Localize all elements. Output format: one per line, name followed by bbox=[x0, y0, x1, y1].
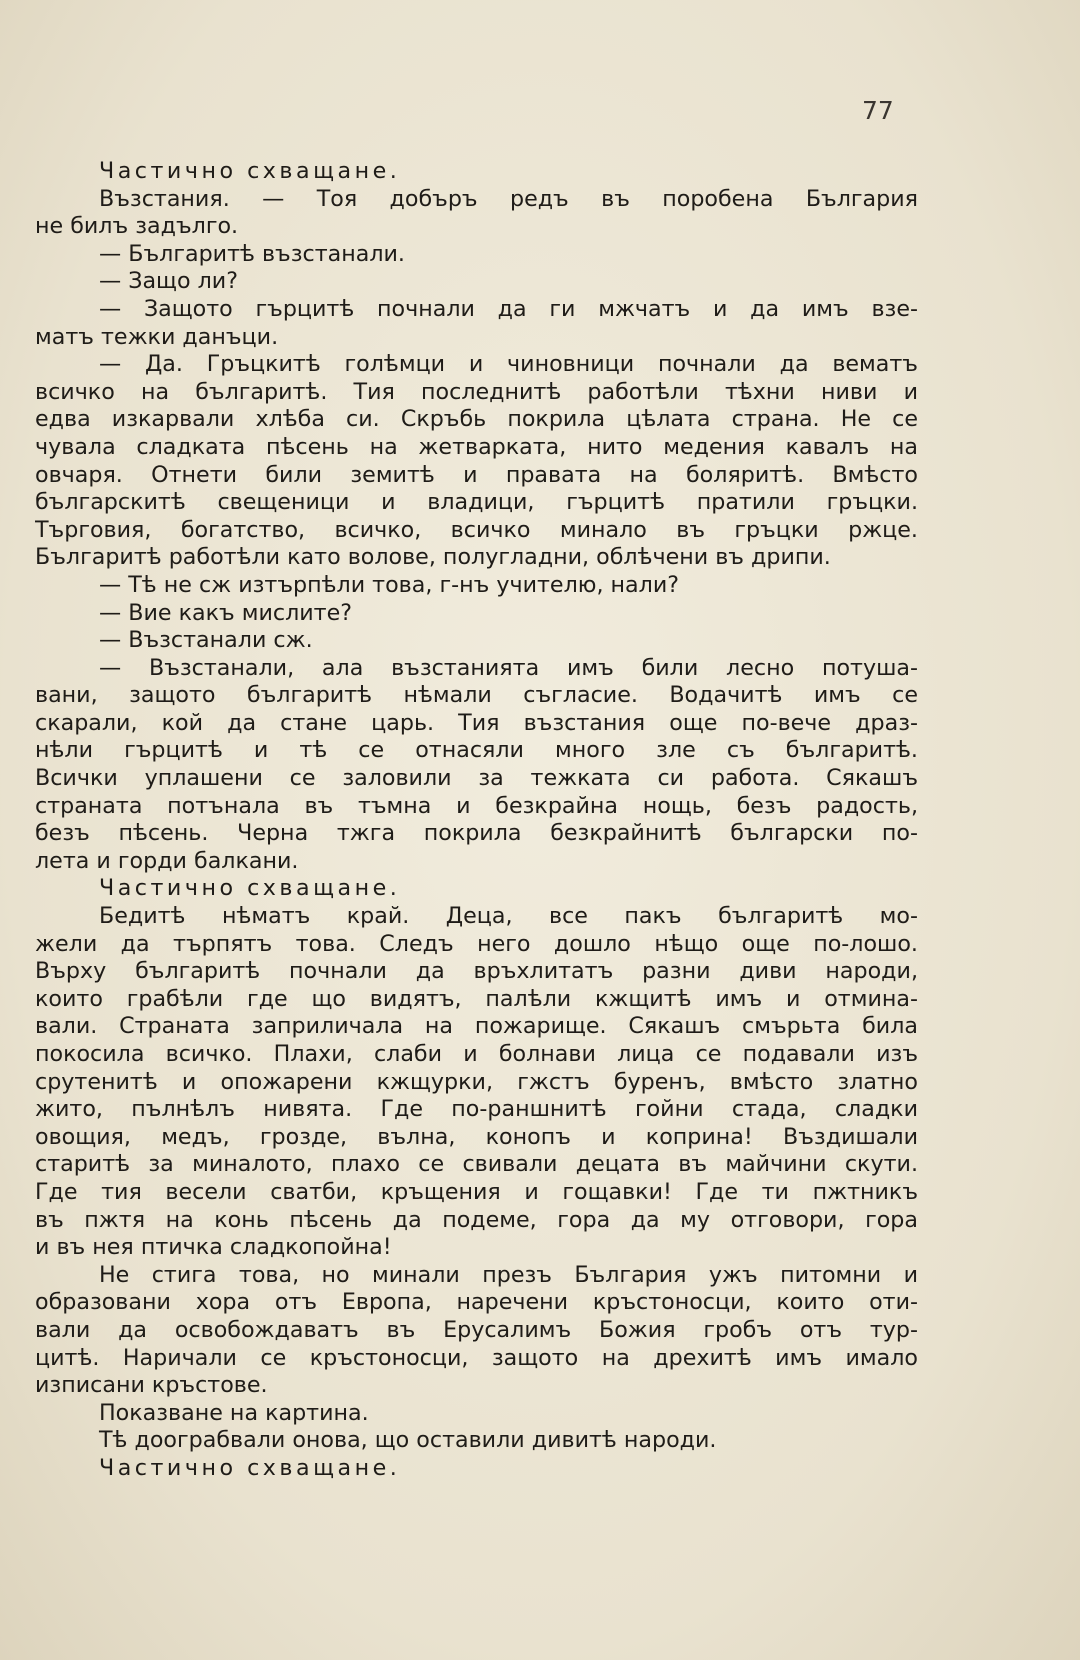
text-line: едва изкарвали хлѣба си. Скръбь покрила цѣлата страна. Не се bbox=[35, 406, 918, 433]
text-line: лета и горди балкани. bbox=[35, 847, 299, 874]
text-line: — Защото гърцитѣ почнали да ги мжчатъ и да имъ взе- bbox=[99, 295, 918, 322]
text-line: българскитѣ свещеници и владици, гърцитѣ пратили гръцки. bbox=[35, 489, 918, 516]
text-line: не билъ задълго. bbox=[35, 213, 239, 240]
text-line: Не стига това, но минали презъ България ужъ питомни и bbox=[99, 1261, 918, 1288]
text-line: вали. Страната заприличала на пожарище. Сякашъ смърьта била bbox=[35, 1013, 918, 1040]
text-line: чувала сладката пѣсень на жетварката, нито медения кавалъ на bbox=[35, 433, 918, 460]
section-heading: Частично схващане. bbox=[99, 1454, 401, 1481]
text-line: — Възстанали, ала възстанията имъ били лесно потуша- bbox=[99, 654, 918, 681]
text-line: матъ тежки данъци. bbox=[35, 323, 279, 350]
text-line: безъ пѣсень. Черна тжга покрила безкрайнитѣ български по- bbox=[35, 820, 918, 847]
text-line: въ пжтя на конь пѣсень да подеме, гора да му отговори, гора bbox=[35, 1206, 918, 1233]
text-line: овощия, медъ, грозде, вълна, конопъ и коприна! Въздишали bbox=[35, 1123, 918, 1150]
text-line: всичко на българитѣ. Тия последнитѣ работѣли тѣхни ниви и bbox=[35, 378, 918, 405]
text-line: скарали, кой да стане царь. Тия възстания още по-вече драз- bbox=[35, 709, 918, 736]
text-line: Върху българитѣ почнали да връхлитатъ разни диви народи, bbox=[35, 958, 918, 985]
text-line: Где тия весели сватби, кръщения и гощавки! Где ти пжтникъ bbox=[35, 1178, 918, 1205]
text-line: — Защо ли? bbox=[99, 268, 238, 295]
text-line: — Вие какъ мислите? bbox=[99, 599, 353, 626]
text-line: покосила всичко. Плахи, слаби и болнави лица се подавали изъ bbox=[35, 1041, 918, 1067]
text-line: жито, пълнѣлъ нивята. Где по-раншнитѣ гойни стада, сладки bbox=[35, 1096, 918, 1123]
text-line: Възстания. — Тоя добъръ редъ въ поробена България bbox=[99, 185, 918, 212]
text-line: старитѣ за миналото, плахо се свивали децата въ майчини скути. bbox=[35, 1151, 918, 1178]
text-line: — Тѣ не сж изтърпѣли това, г-нъ учителю, нали? bbox=[99, 571, 680, 598]
text-line: които грабѣли где що видятъ, палѣли кжщитѣ имъ и отмина- bbox=[35, 985, 918, 1012]
text-line: овчаря. Отнети били земитѣ и правата на боляритѣ. Вмѣсто bbox=[35, 461, 918, 488]
text-line: страната потънала въ тъмна и безкрайна нощь, безъ радость, bbox=[35, 792, 918, 819]
text-line: — Да. Гръцкитѣ голѣмци и чиновници почнали да вематъ bbox=[99, 351, 918, 378]
text-line: цитѣ. Наричали се кръстоносци, защото на дрехитѣ имъ имало bbox=[35, 1344, 918, 1371]
text-line: Търговия, богатство, всичко, всичко минало въ гръцки ржце. bbox=[35, 516, 918, 543]
text-line: Тѣ доограбвали онова, що оставили дивитѣ народи. bbox=[99, 1427, 717, 1454]
text-line: Всички уплашени се заловили за тежката си работа. Сякашъ bbox=[35, 765, 918, 792]
text-line: — Възстанали сж. bbox=[99, 627, 313, 654]
text-line: жели да търпятъ това. Следъ него дошло нѣщо още по-лошо. bbox=[35, 930, 918, 957]
text-line: Показване на картина. bbox=[99, 1399, 369, 1426]
text-line: вали да освобождаватъ въ Ерусалимъ Божия гробъ отъ тур- bbox=[35, 1316, 918, 1343]
text-line: и въ нея птичка сладкопойна! bbox=[35, 1234, 392, 1261]
body-text bbox=[35, 158, 918, 1483]
text-line: — Българитѣ възстанали. bbox=[99, 240, 405, 267]
text-line: образовани хора отъ Европа, наречени кръстоносци, които оти- bbox=[35, 1289, 918, 1316]
text-line: Българитѣ работѣли като волове, полугладни, облѣчени въ дрипи. bbox=[35, 544, 831, 571]
text-line: срутенитѣ и опожарени кжщурки, гжстъ буренъ, вмѣсто златно bbox=[35, 1068, 918, 1095]
section-heading: Частично схващане. bbox=[99, 875, 401, 902]
text-line: изписани кръстове. bbox=[35, 1372, 268, 1399]
text-line: нѣли гърцитѣ и тѣ се отнасяли много зле съ българитѣ. bbox=[35, 737, 918, 764]
text-line: Бедитѣ нѣматъ край. Деца, все пакъ българитѣ мо- bbox=[99, 903, 918, 930]
page-number: 77 bbox=[862, 96, 894, 125]
text-line: вани, защото българитѣ нѣмали съгласие. Водачитѣ имъ се bbox=[35, 682, 918, 709]
section-heading: Частично схващане. bbox=[99, 158, 401, 184]
